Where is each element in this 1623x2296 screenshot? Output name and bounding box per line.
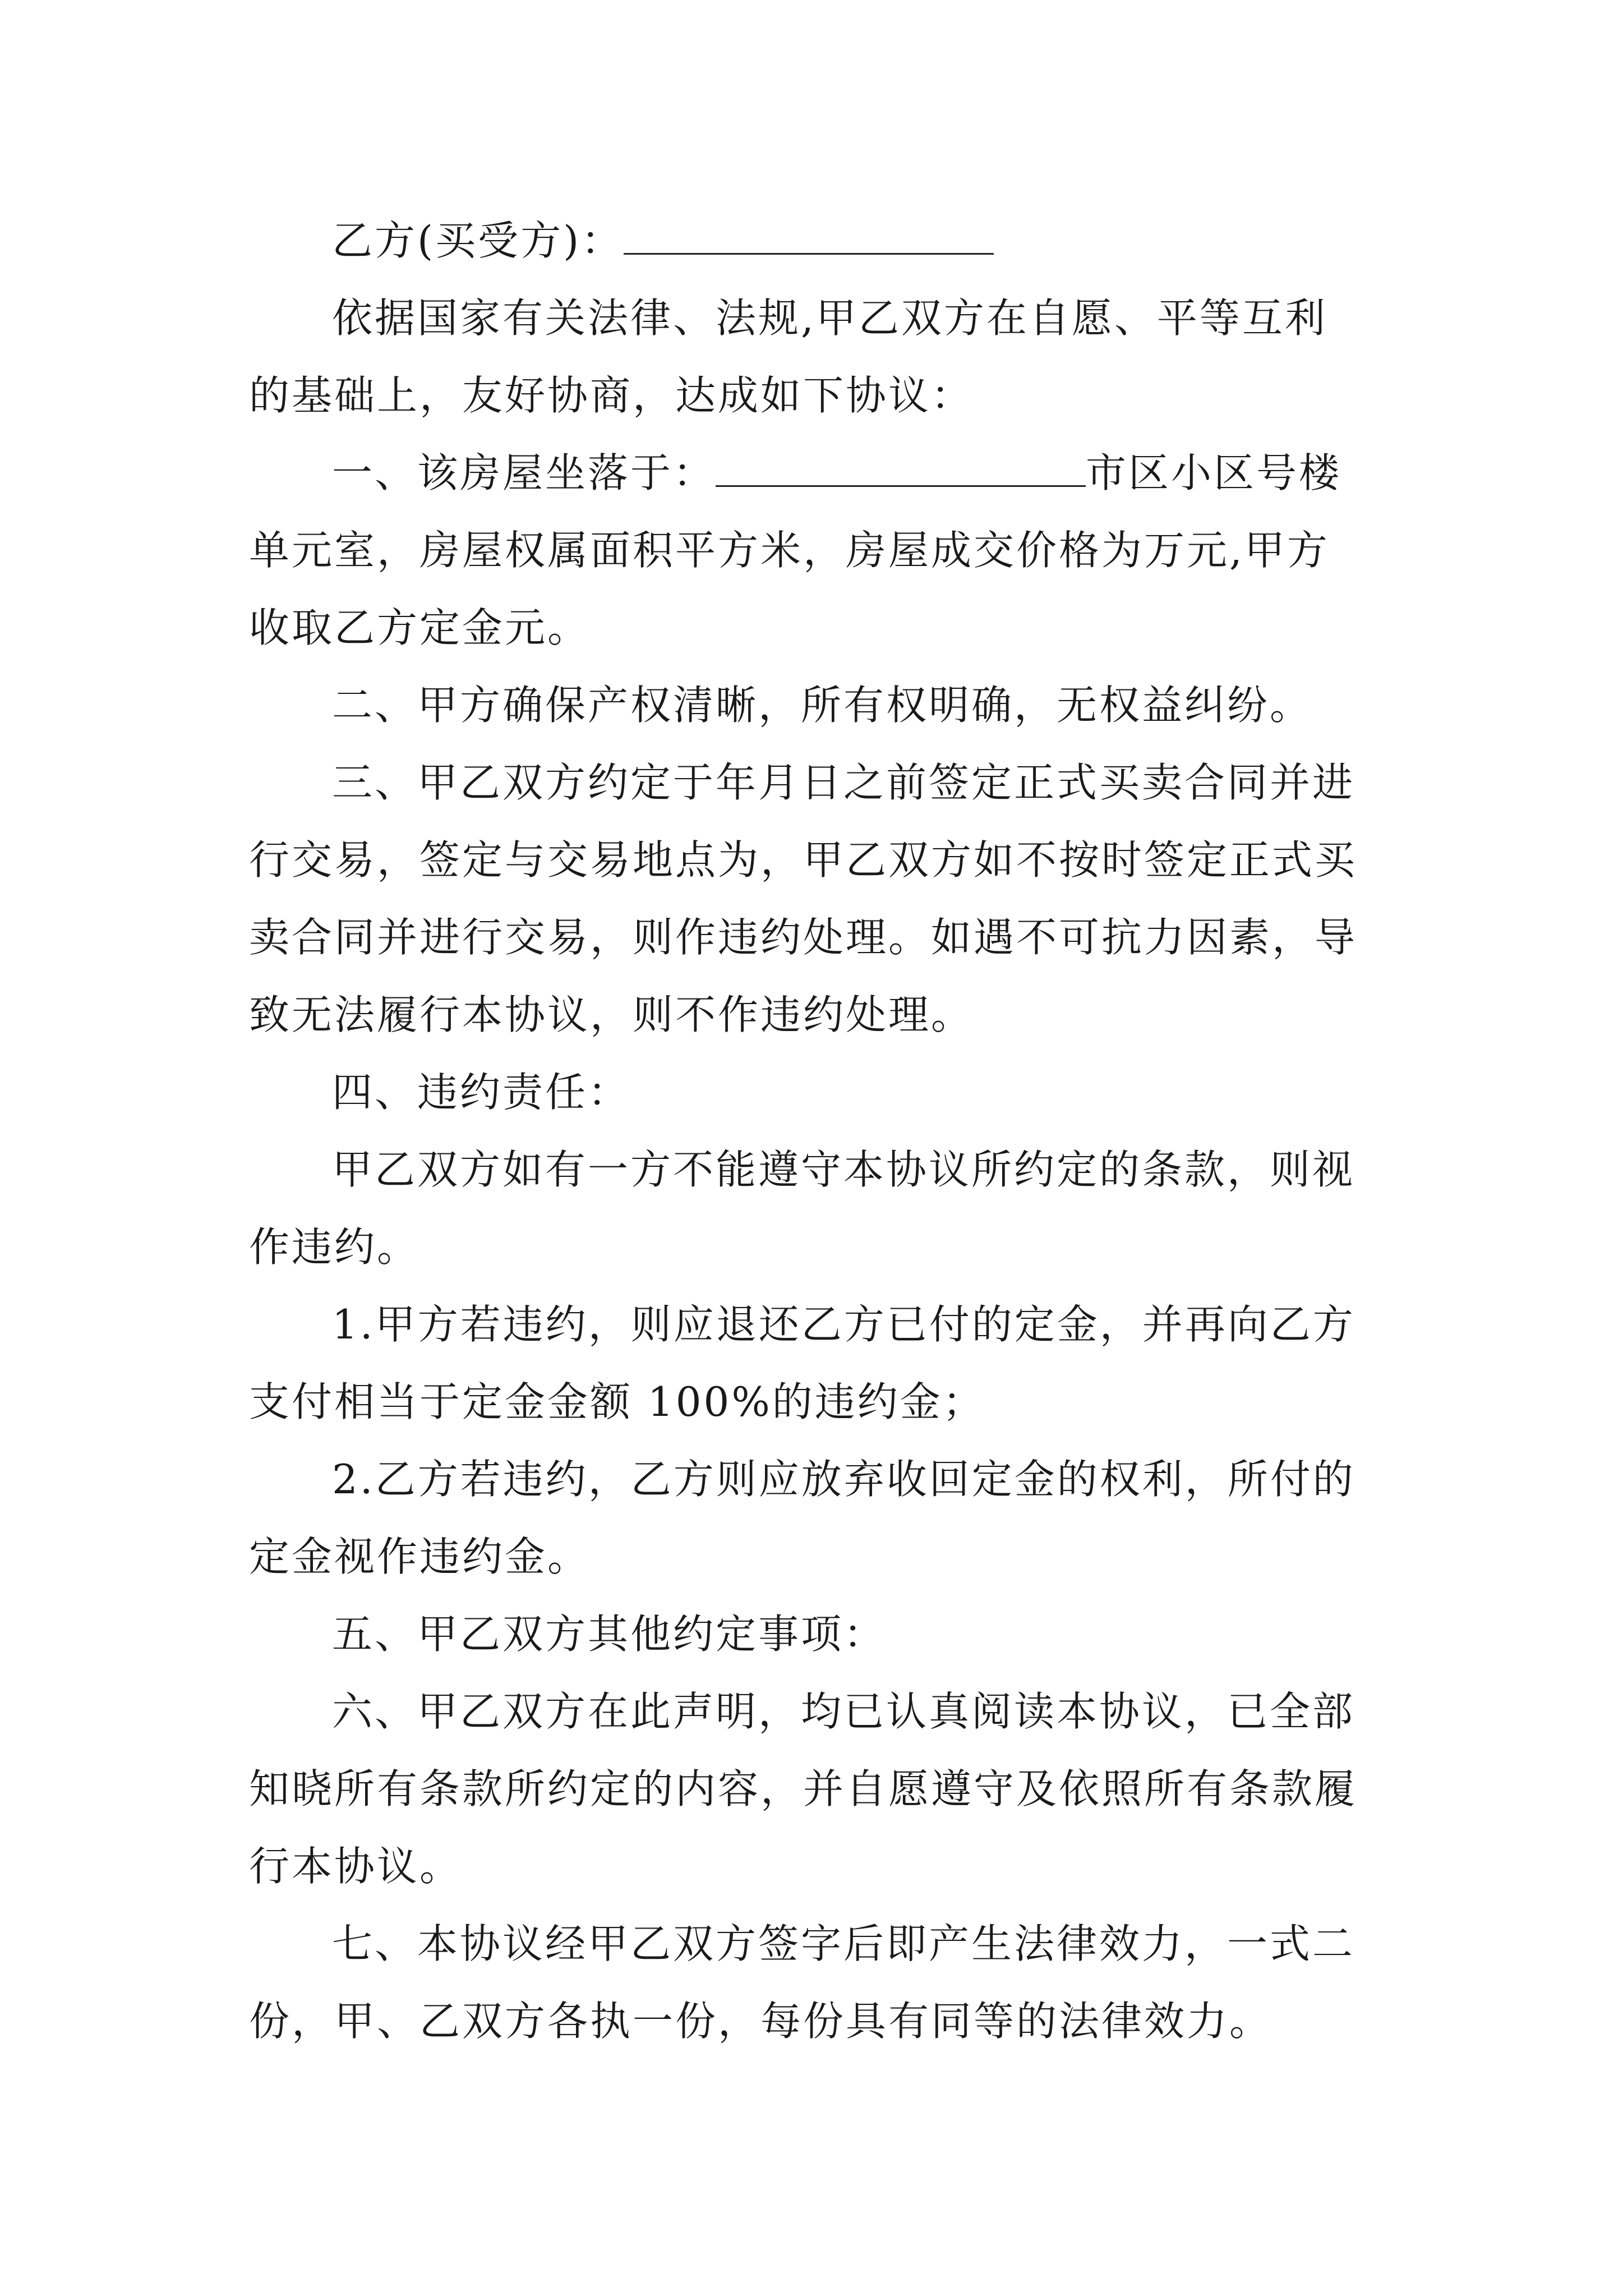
clause-4-item-2-line-2: 定金视作违约金。 bbox=[249, 1533, 591, 1580]
clause-4-item-1-line-1: 1.甲方若违约，则应退还乙方已付的定金，并再向乙方 bbox=[332, 1301, 1355, 1348]
clause-6-line-1: 六、甲乙双方在此声明，均已认真阅读本协议，已全部 bbox=[332, 1688, 1355, 1735]
clause-7-line-1: 七、本协议经甲乙双方签字后即产生法律效力，一式二 bbox=[332, 1920, 1355, 1967]
clause-1-line-1 bbox=[249, 434, 1376, 512]
clause-4-item-2-line-1: 2.乙方若违约，乙方则应放弃收回定金的权利，所付的 bbox=[332, 1456, 1355, 1503]
party-b-label: 乙方(买受方)： bbox=[332, 217, 624, 264]
clause-4-item-1-line-2: 支付相当于定金金额 100%的违约金； bbox=[249, 1378, 985, 1425]
clause-5: 五、甲乙双方其他约定事项： bbox=[332, 1611, 887, 1658]
clause-2: 二、甲方确保产权清晰，所有权明确，无权益纠纷。 bbox=[332, 682, 1313, 729]
intro-line-1: 依据国家有关法律、法规,甲乙双方在自愿、平等互利 bbox=[332, 295, 1327, 342]
clause-1-line-3: 收取乙方定金元。 bbox=[249, 604, 591, 651]
clause-3-line-1: 三、甲乙双方约定于年月日之前签定正式买卖合同并进 bbox=[332, 759, 1355, 806]
clause-1-line-2: 单元室，房屋权属面积平方米，房屋成交价格为万元,甲方 bbox=[249, 527, 1330, 574]
clause-7-line-2: 份，甲、乙双方各执一份，每份具有同等的法律效力。 bbox=[249, 1998, 1272, 2045]
party-b-line bbox=[249, 202, 1376, 279]
clause-6-line-2: 知晓所有条款所约定的内容，并自愿遵守及依照所有条款履 bbox=[249, 1765, 1358, 1812]
clause-3-line-4: 致无法履行本协议，则不作违约处理。 bbox=[249, 991, 974, 1038]
clause-3-line-2: 行交易，签定与交易地点为，甲乙双方如不按时签定正式买 bbox=[249, 836, 1358, 884]
clause-3-line-3: 卖合同并进行交易，则作违约处理。如遇不可抗力因素，导 bbox=[249, 914, 1358, 961]
document-body bbox=[249, 202, 1376, 2060]
clause-1-address-suffix: 市区小区号楼 bbox=[1086, 449, 1342, 496]
clause-6-line-3: 行本协议。 bbox=[249, 1843, 463, 1890]
clause-1-label: 一、该房屋坐落于： bbox=[332, 449, 716, 496]
address-blank bbox=[716, 452, 1086, 487]
clause-4-title: 四、违约责任： bbox=[332, 1069, 631, 1116]
intro-line-2: 的基础上，友好协商，达成如下协议： bbox=[249, 372, 974, 419]
clause-4-body-line-2: 作违约。 bbox=[249, 1223, 420, 1271]
party-b-blank bbox=[624, 219, 994, 255]
clause-4-body-line-1: 甲乙双方如有一方不能遵守本协议所约定的条款，则视 bbox=[332, 1146, 1355, 1193]
